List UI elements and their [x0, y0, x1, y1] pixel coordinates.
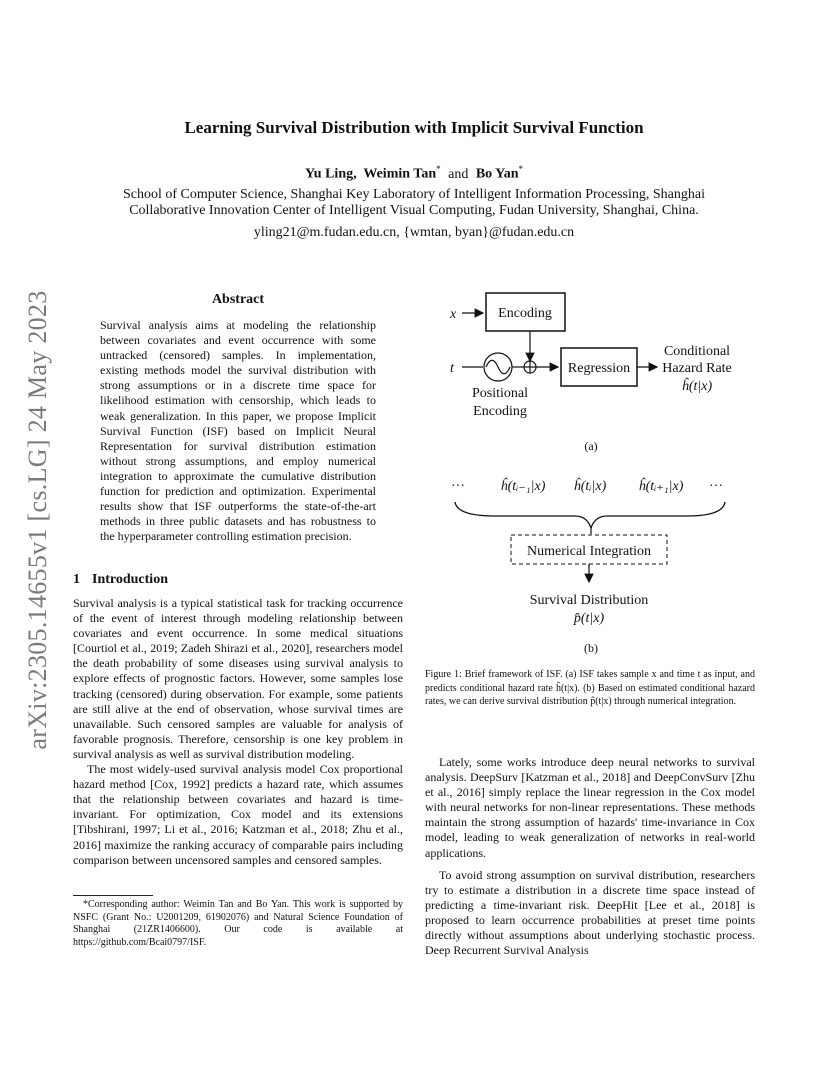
author-mark: *: [436, 164, 441, 174]
regression-label: Regression: [567, 361, 631, 376]
ellipsis: ···: [709, 479, 723, 494]
subfigure-label-a: (a): [584, 439, 598, 453]
hazard-term: ĥ(tᵢ₊₁|x): [638, 479, 684, 494]
figure-1-diagram: [425, 280, 765, 660]
sine-wave: [486, 360, 510, 374]
positional-encoding-label: Encoding: [473, 404, 527, 419]
section-heading: [73, 572, 168, 588]
paragraph: Survival analysis is a typical statistical task for tracking occurrence of the event of interest through modeling relationship between covariates and event occurrence. In some medical situations [Courtiol et al., 2019; Zadeh Shirazi et al., 2020], researchers model the death probability of some diseases using survival analysis to explore effects of prognostic factors. However, some samples lose tracking (censored) during observation. For example, some patients are still alive at the end of observation, whose survival times are unavailable. Such censored samples are valuable for analysis of favorable prognosis. Therefore, censorship is one key problem in survival analysis as well as survival distribution modeling.: [73, 596, 403, 761]
hazard-rate-math: ĥ(t|x): [681, 379, 713, 394]
ellipsis: ···: [451, 479, 465, 494]
footnote-text: *Corresponding author: Weimin Tan and Bo Yan. This work is supported by NSFC (Grant No.: U2001209, 61902076) and Natural Science Foundation of Shanghai (21ZR1406600). Our code is available at https://github.com/Bcai0797/ISF.: [73, 899, 403, 948]
encoding-label: Encoding: [498, 306, 552, 321]
abstract-heading: Abstract: [211, 292, 265, 307]
paper-title: Learning Survival Distribution with Implicit Survival Function: [184, 118, 644, 137]
survival-distribution-math: p̂(t|x): [573, 611, 605, 626]
author-emails: yling21@m.fudan.edu.cn, {wmtan, byan}@fudan.edu.cn: [253, 225, 575, 240]
paragraph: Lately, some works introduce deep neural networks to survival analysis. DeepSurv [Katzman et al., 2018] and DeepConvSurv [Zhu et al., 2016] simply replace the linear regression in the Cox model with neural networks for non-linear representations. These methods maintain the strong assumption of hazards' time-invariance in Cox model, leading to weak generalization of networks in real-world applications.: [425, 755, 755, 860]
output-label: Hazard Rate: [662, 361, 732, 376]
footnote-rule: [73, 895, 153, 896]
affiliation-line: Collaborative Innovation Center of Intelligent Visual Computing, Fudan University, Shanghai, China.: [129, 203, 699, 218]
paragraph: To avoid strong assumption on survival distribution, researchers try to estimate a distribution in a discrete time space instead of predicting a time-invariant risk. DeepHit [Lee et al., 2018] is proposed to learn occurrence probabilities at preset time points directly without assumptions about underlying stochastic process. Deep Recurrent Survival Analysis: [425, 867, 755, 958]
right-column-body: [425, 755, 755, 958]
subfigure-label-b: (b): [584, 641, 598, 655]
author-list: [0, 164, 828, 183]
input-x-label: x: [450, 307, 457, 322]
author-and: and: [448, 166, 469, 182]
arxiv-identifier: arXiv:2305.14655v1 [cs.LG] 24 May 2023: [23, 290, 52, 750]
section-number: 1: [73, 572, 80, 587]
survival-distribution-label: Survival Distribution: [529, 593, 649, 608]
hazard-term: ĥ(tᵢ₋₁|x): [500, 479, 546, 494]
curly-brace: [455, 502, 725, 528]
author-name: Weimin Tan: [363, 166, 437, 182]
author-mark: *: [518, 164, 524, 174]
author-separator: ,: [353, 166, 357, 182]
author-name: Bo Yan: [475, 166, 519, 182]
positional-encoding-label: Positional: [471, 386, 529, 401]
abstract-text: Survival analysis aims at modeling the relationship between covariates and event occurrence with some untracked (censored) samples. In implementation, existing methods model the survival distribution with strong assumptions or in a discrete time space for likelihood estimation with censorship, which leads to weak generalization. In this paper, we propose Implicit Survival Function (ISF) based on Implicit Neural Representation for survival distribution estimation without strong assumptions, and employ numerical integration to approximate the cumulative distribution function for prediction and optimization. Experimental results show that ISF outperforms the state-of-the-art methods in three public datasets and has robustness to the hyperparameter controlling estimation precision.: [100, 318, 376, 544]
numerical-integration-label: Numerical Integration: [526, 544, 652, 559]
affiliation: [40, 187, 788, 219]
figure-caption: Figure 1: Brief framework of ISF. (a) ISF takes sample x and time t as input, and predicts conditional hazard rate ĥ(t|x). (b) Based on estimated conditional hazard rates, we can derive survival distribution p̂(t|x) through numerical integration.: [425, 669, 755, 707]
left-column-body: [73, 596, 403, 868]
affiliation-line: School of Computer Science, Shanghai Key Laboratory of Intelligent Information Processing, Shanghai: [122, 187, 706, 202]
author-name: Yu Ling: [304, 166, 354, 182]
input-t-label: t: [450, 361, 454, 376]
hazard-term: ĥ(tᵢ|x): [573, 479, 607, 494]
section-title: Introduction: [92, 572, 168, 587]
paragraph: The most widely-used survival analysis model Cox proportional hazard method [Cox, 1992] predicts a hazard rate, which assumes that the relationship between covariates and hazard is time-invariant. For optimization, Cox model and its extensions [Tibshirani, 1997; Li et al., 2016; Katzman et al., 2018; Zhu et al., 2016] maximize the ranking accuracy of comparable pairs including comparison between uncensored samples and censored samples.: [73, 762, 403, 867]
output-label: Conditional: [663, 344, 731, 359]
footnote: [73, 899, 403, 949]
